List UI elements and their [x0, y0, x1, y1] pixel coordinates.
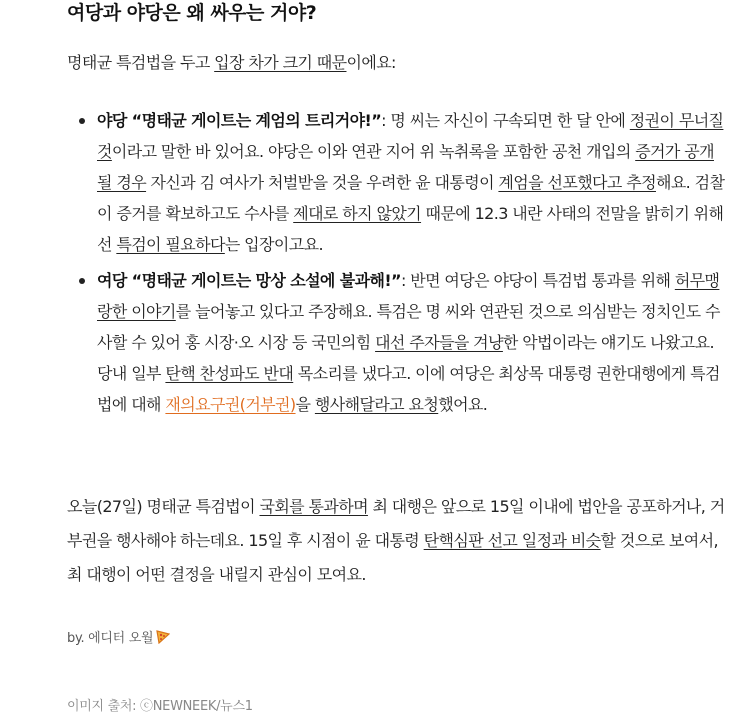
bullet-lead: 야당 “명태균 게이트는 계엄의 트리거야!”	[97, 111, 382, 130]
inline-link[interactable]: 행사해달라고 요청	[314, 395, 439, 414]
inline-link[interactable]: 국회를 통과하며	[259, 497, 368, 516]
byline-text: by. 에디터 오월	[67, 631, 154, 646]
intro-link[interactable]: 입장 차가 크기 때문	[214, 53, 347, 72]
closing-paragraph: 오늘(27일) 명태균 특검법이 국회를 통과하며 최 대행은 앞으로 15일 이내에 법안을 공포하거나, 거부권을 행사해야 하는데요. 15일 후 시점이 윤 대통령 탄핵심판 선고 일정과 비슷할 것으로 보여서, 최 대행이 어떤 결정을 내릴지 관심이 모여요.	[67, 497, 725, 584]
pizza-icon	[156, 630, 170, 648]
inline-link[interactable]: 특검이 필요하다	[116, 235, 225, 254]
bullet-dot	[79, 278, 85, 284]
intro-text-end: 이에요:	[346, 53, 396, 72]
byline	[67, 627, 170, 648]
bullet-list	[67, 105, 727, 425]
intro-text: 명태균 특검법을 두고	[67, 53, 215, 72]
inline-link[interactable]: 허무맹랑한 이야기	[97, 271, 720, 321]
list-item-ruling-party: 여당 “명태균 게이트는 망상 소설에 불과해!”: 반면 여당은 야당이 특검법 통과를 위해 허무맹랑한 이야기를 늘어놓고 있다고 주장해요. 특검은 명 씨와 연관된 것으로 의심받는 정치인도 수사할 수 있어 홍 시장·오 시장 등 국민의힘 대선 주자들을 겨냥한 악법이라는 얘기도 나왔고요. 당내 일부 탄핵 찬성파도 반대 목소리를 냈다고. 이에 여당은 최상목 대통령 권한대행에게 특검법에 대해 재의요구권(거부권)을 행사해달라고 요청했어요.	[67, 265, 727, 420]
inline-link[interactable]: 증거가 공개될 경우	[97, 142, 714, 192]
inline-link[interactable]: 대선 주자들을 겨냥	[375, 333, 503, 352]
inline-link[interactable]: 계엄을 선포했다고 추정	[498, 173, 656, 192]
section-heading: 여당과 야당은 왜 싸우는 거야?	[67, 2, 317, 24]
inline-link[interactable]: 정권이 무너질 것	[97, 111, 724, 161]
orange-link[interactable]: 재의요구권(거부권)	[165, 395, 296, 414]
inline-link[interactable]: 탄핵 찬성파도 반대	[165, 364, 294, 383]
list-item-opposition: 야당 “명태균 게이트는 계엄의 트리거야!”: 명 씨는 자신이 구속되면 한 달 안에 정권이 무너질 것이라고 말한 바 있어요. 야당은 이와 연관 지어 위 녹취록을 포함한 공천 개입의 증거가 공개될 경우 자신과 김 여사가 처벌받을 것을 우려한 윤 대통령이 계엄을 선포했다고 추정해요. 검찰이 증거를 확보하고도 수사를 제대로 하지 않았기 때문에 12.3 내란 사태의 전말을 밝히기 위해선 특검이 필요하다는 입장이고요.	[67, 105, 727, 260]
intro-paragraph	[67, 50, 396, 76]
bullet-dot	[79, 118, 85, 124]
bullet-lead: 여당 “명태균 게이트는 망상 소설에 불과해!”	[97, 271, 401, 290]
image-credit: 이미지 출처: ⓒNEWNEEK/뉴스1	[67, 699, 253, 714]
inline-link[interactable]: 제대로 하지 않았기	[293, 204, 422, 223]
inline-link[interactable]: 탄핵심판 선고 일정과 비슷	[423, 531, 601, 550]
